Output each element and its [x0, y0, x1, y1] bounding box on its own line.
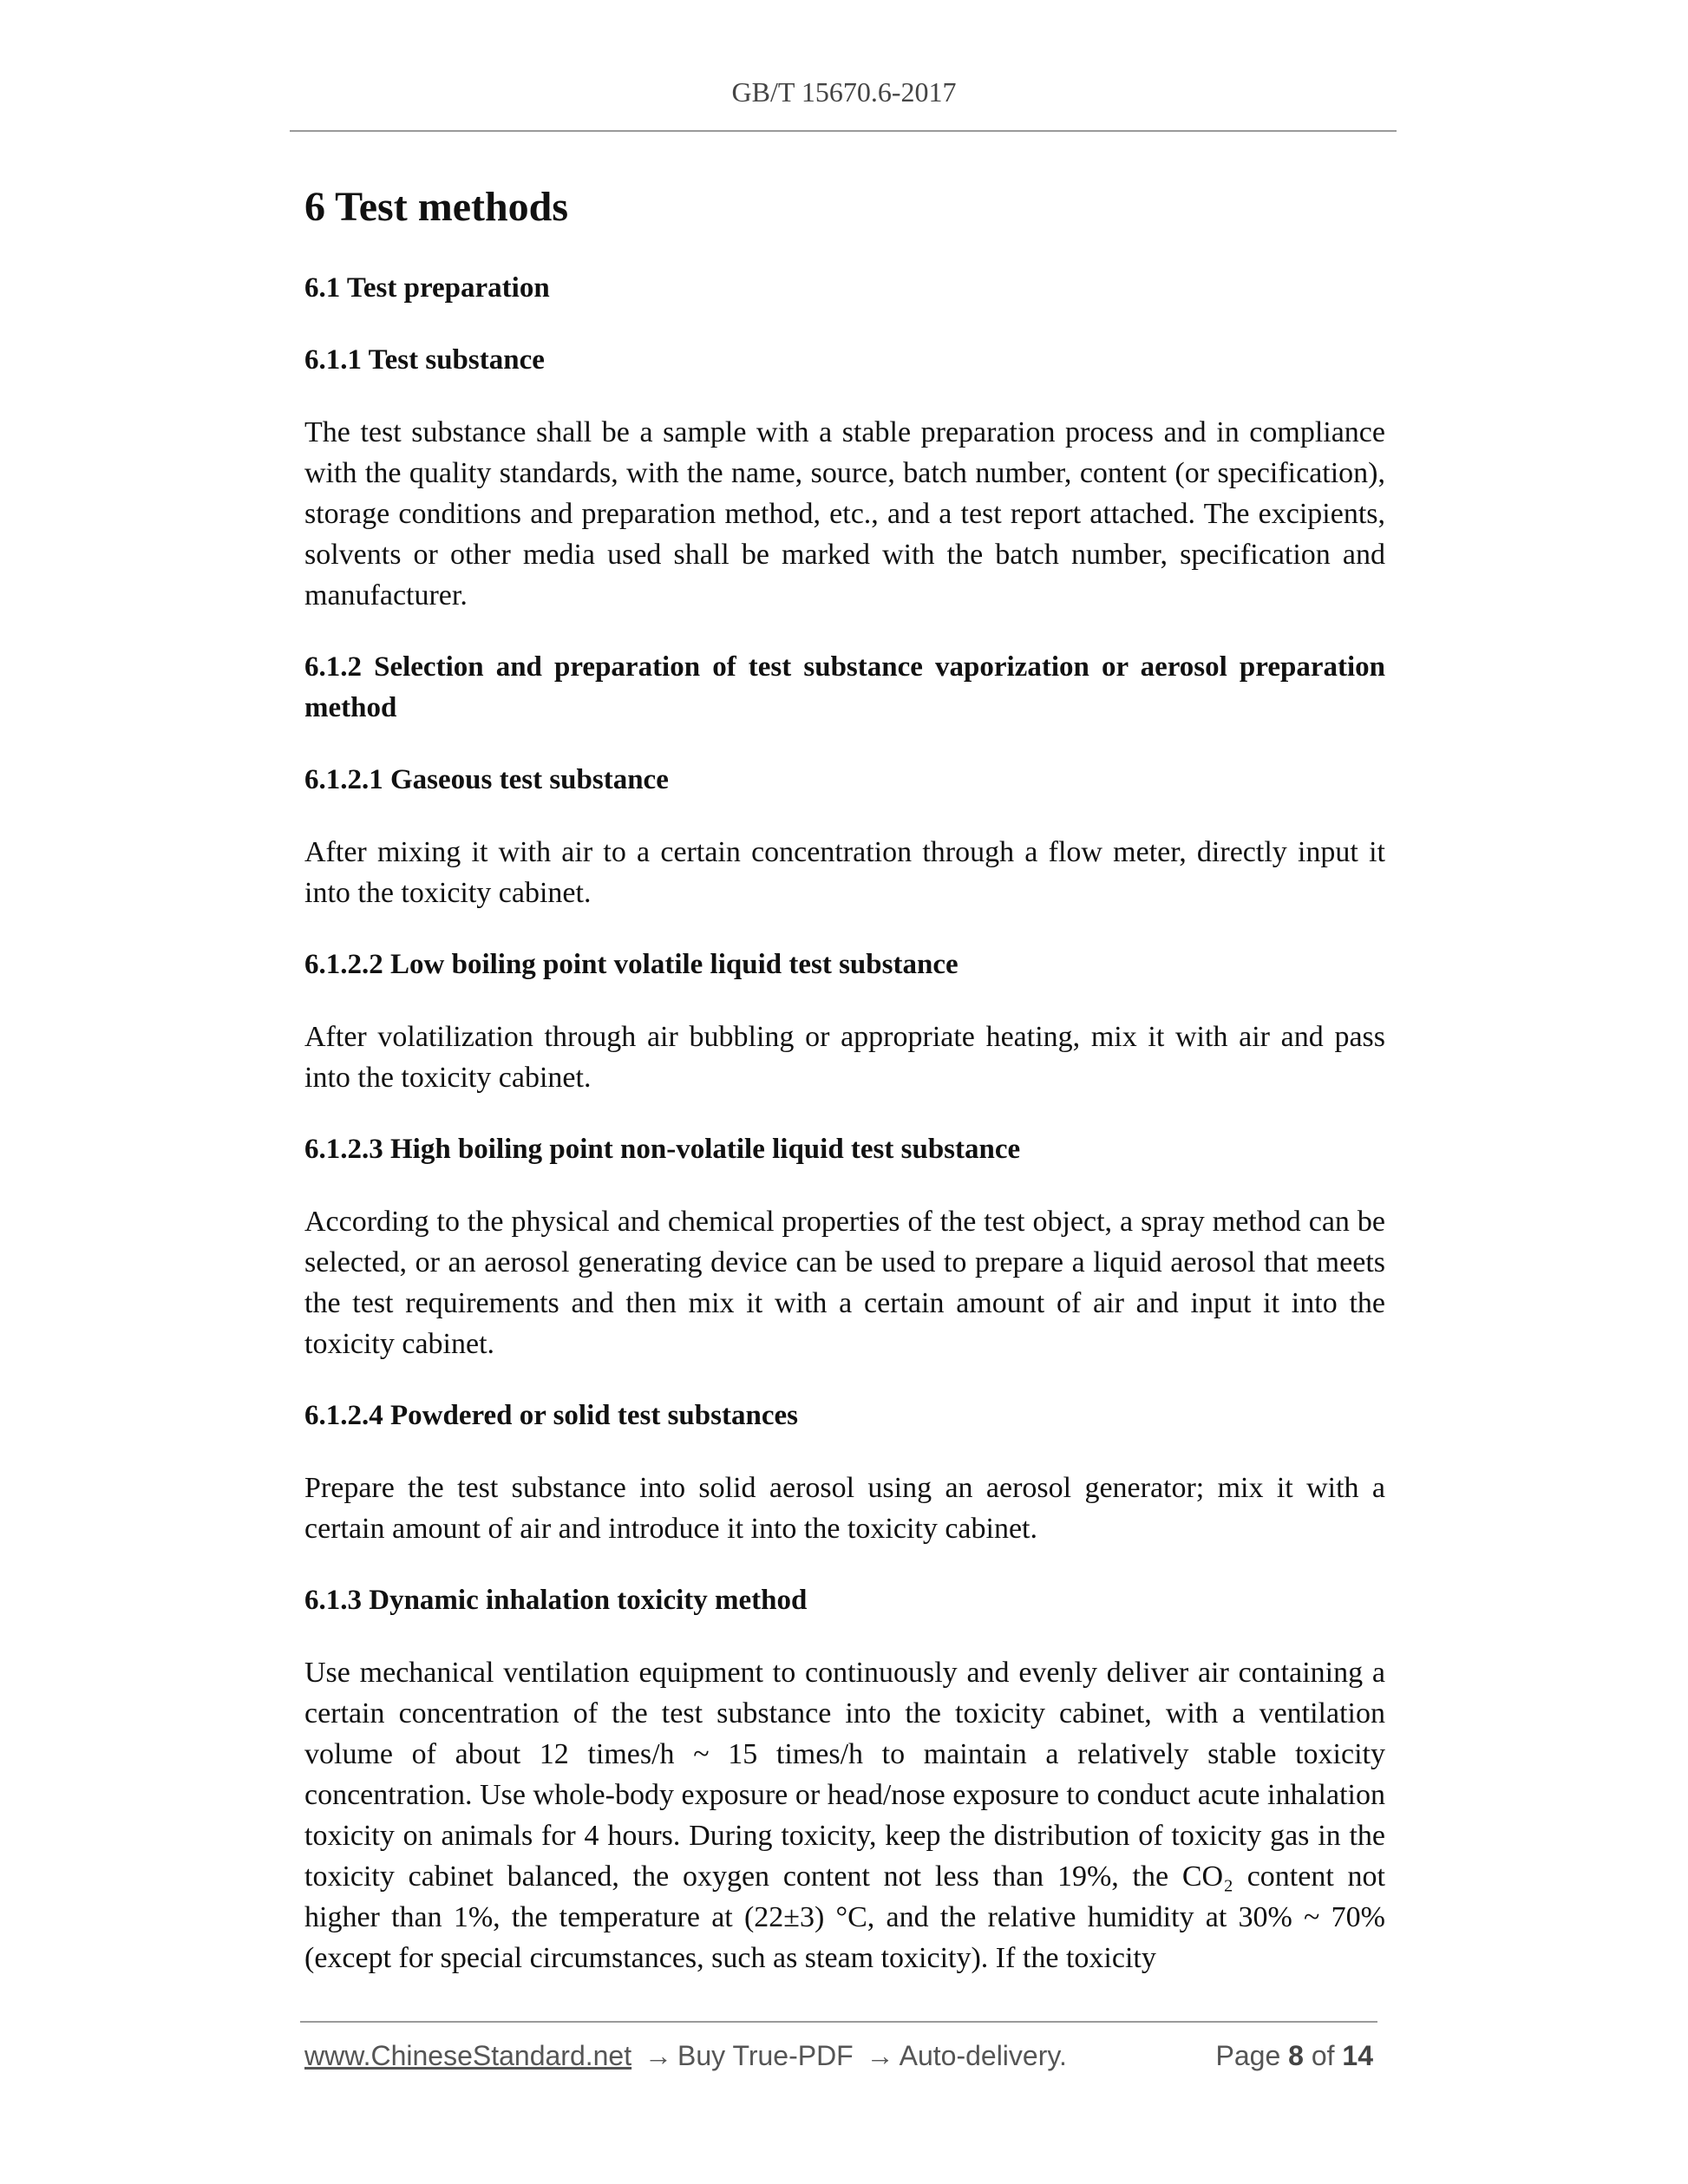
section-title: 6 Test methods: [304, 184, 569, 230]
heading-6-1-2: 6.1.2 Selection and preparation of test substance vaporization or aerosol preparation method: [304, 651, 1385, 723]
page-current: 8: [1288, 2040, 1304, 2071]
paragraph-high-boiling: According to the physical and chemical properties of the test object, a spray method can be selected, or an aerosol generating device can be used to prepare a liquid aerosol that meets the test requirements and then mix it with a certain amount of air and input it into the toxicity cabinet.: [304, 1206, 1385, 1360]
page-footer: [304, 2040, 1385, 2083]
page-total: 14: [1342, 2040, 1373, 2071]
buy-text: Buy True-PDF: [677, 2040, 854, 2071]
document-body: [304, 178, 1385, 2010]
paragraph-dynamic-inhalation: Use mechanical ventilation equipment to continuously and evenly deliver air containing a certain concentration of the test substance into the toxicity cabinet, with a ventilation volume of about 12 times/h ~ 15 times/h to maintain a relatively stable toxicity concentration. Use whole-body exposure or head/nose exposure to conduct acute inhalation toxicity on animals for 4 hours. During toxicity, keep the distribution of toxicity gas in the toxicity cabinet balanced, the oxygen content not less than 19%, the CO₂ content not higher than 1%, the temperature at (22±3) °C, and the relative humidity at 30% ~ 70% (except for special circumstances, such as steam toxicity). If the toxicity: [304, 1657, 1385, 1974]
website-link[interactable]: www.ChineseStandard.net: [304, 2040, 632, 2071]
heading-6-1-2-4: 6.1.2.4 Powdered or solid test substances: [304, 1400, 798, 1431]
page-number: [1216, 2040, 1373, 2072]
page-header: GB/T 15670.6-2017: [731, 76, 957, 108]
page-label: Page: [1215, 2040, 1281, 2071]
heading-6-1: 6.1 Test preparation: [304, 272, 550, 304]
delivery-text: Auto-delivery.: [899, 2040, 1067, 2071]
paragraph-powdered: Prepare the test substance into solid aerosol using an aerosol generator; mix it with a certain amount of air and introduce it into the toxicity cabinet.: [304, 1472, 1385, 1545]
paragraph-low-boiling: After volatilization through air bubbling or appropriate heating, mix it with air and pass into the toxicity cabinet.: [304, 1021, 1385, 1094]
paragraph-test-substance: The test substance shall be a sample with a stable preparation process and in compliance with the quality standards, with the name, source, batch number, content (or specification), storage conditions and preparation method, etc., and a test report attached. The excipients, solvents or other media used shall be marked with the batch number, specification and manufacturer.: [304, 416, 1385, 611]
paragraph-gaseous: After mixing it with air to a certain concentration through a flow meter, directly input it into the toxicity cabinet.: [304, 836, 1385, 909]
arrow-right-icon: →: [866, 2040, 894, 2071]
arrow-right-icon: →: [644, 2040, 672, 2071]
header-divider: [290, 130, 1397, 132]
footer-promo: [304, 2040, 1067, 2072]
heading-6-1-1: 6.1.1 Test substance: [304, 344, 545, 376]
heading-6-1-2-3: 6.1.2.3 High boiling point non-volatile liquid test substance: [304, 1134, 1021, 1165]
page-of: of: [1311, 2040, 1335, 2071]
heading-6-1-3: 6.1.3 Dynamic inhalation toxicity method: [304, 1585, 808, 1616]
heading-6-1-2-2: 6.1.2.2 Low boiling point volatile liquid test substance: [304, 949, 958, 980]
footer-divider: [300, 2021, 1377, 2023]
heading-6-1-2-1: 6.1.2.1 Gaseous test substance: [304, 764, 669, 795]
